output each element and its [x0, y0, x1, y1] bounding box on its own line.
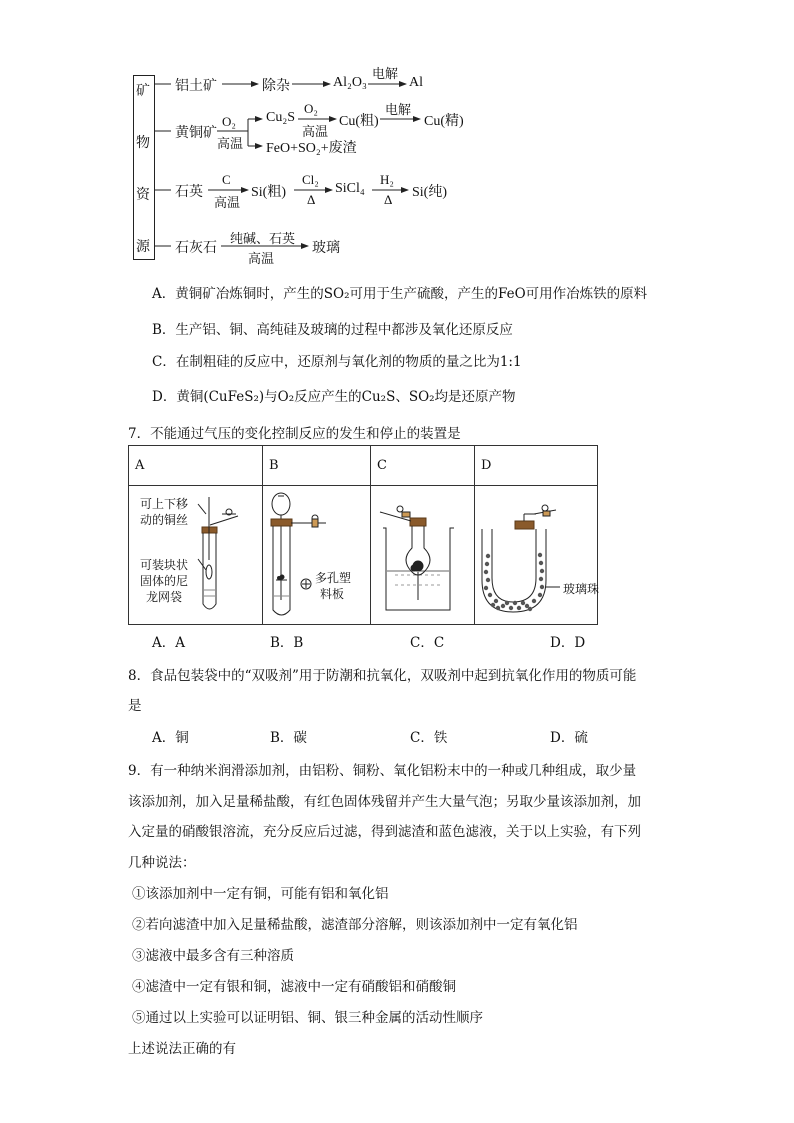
q8-option-a: A．铜 — [152, 730, 189, 746]
step-impurity-removal: 除杂 — [262, 79, 290, 94]
q9-line-2: 该添加剂，加入足量稀盐酸，有红色固体残留并产生大量气泡；另取少量该添加剂，加 — [128, 794, 641, 810]
cond-high-temp-2: 高温 — [302, 124, 329, 139]
label-glass-beads: 玻璃珠 — [563, 582, 600, 596]
cond-high-temp-4: 高温 — [248, 251, 275, 266]
q6-option-b: B．生产铝、铜、高纯硅及玻璃的过程中都涉及氧化还原反应 — [152, 322, 513, 338]
electrolysis-label-2: 电解 — [385, 102, 412, 117]
label-movable-wire-1: 可上下移 — [140, 497, 189, 511]
cond-o2-2: O₂ — [304, 101, 318, 116]
apparatus-d-drawing — [482, 505, 560, 612]
refined-copper: Cu(精) — [424, 114, 464, 129]
cond-o2: O₂ — [222, 114, 236, 129]
q9-statement-2: ②若向滤渣中加入足量稀盐酸，滤渣部分溶解，则该添加剂中一定有氧化铝 — [132, 917, 578, 933]
q9-line-4: 几种说法： — [128, 855, 196, 871]
q7-option-d: D．D — [550, 635, 586, 651]
silicon-tetrachloride: SiCl₄ — [335, 181, 365, 196]
header-c: C — [371, 446, 475, 486]
q6-option-d: D．黄铜(CuFeS₂)与O₂反应产生的Cu₂S、SO₂均是还原产物 — [152, 389, 516, 405]
header-d: D — [475, 446, 598, 486]
label-porous-plate-1: 多孔塑 — [315, 571, 352, 585]
label-movable-wire-2: 动的铜丝 — [140, 513, 189, 527]
crude-silicon: Si(粗) — [251, 185, 286, 200]
label-porous-plate-2: 料板 — [320, 587, 345, 601]
cuprous-sulfide: Cu₂S — [266, 110, 296, 125]
q6-option-a: A．黄铜矿冶炼铜时，产生的SO₂可用于生产硫酸，产生的FeO可用作冶炼铁的原料 — [152, 286, 648, 302]
cond-high-temp-3: 高温 — [214, 195, 241, 210]
aluminum-product: Al — [409, 75, 423, 90]
q9-statement-4: ④滤渣中一定有银和铜，滤液中一定有硝酸铝和硝酸铜 — [132, 979, 456, 995]
q8-option-b: B．碳 — [270, 730, 307, 746]
q7-stem: 7．不能通过气压的变化控制反应的发生和停止的装置是 — [128, 426, 461, 442]
header-a: A — [129, 446, 263, 486]
apparatus-a-drawing — [198, 497, 238, 609]
apparatus-b-drawing — [271, 493, 326, 615]
pure-silicon: Si(纯) — [412, 185, 447, 200]
q9-statement-3: ③滤液中最多含有三种溶质 — [132, 948, 294, 964]
q8-stem-line2: 是 — [128, 698, 142, 714]
q9-line-1: 9．有一种纳米润滑添加剂，由铝粉、铜粉、氧化铝粉末中的一种或几种组成，取少量 — [128, 763, 637, 779]
source-quartz: 石英 — [175, 185, 203, 200]
header-b: B — [263, 446, 371, 486]
vertical-label-2: 物 — [136, 136, 150, 151]
q9-statement-1: ①该添加剂中一定有铜，可能有铝和氧化铝 — [132, 886, 389, 902]
alumina: Al₂O₃ — [333, 75, 367, 90]
electrolysis-label-1: 电解 — [372, 66, 399, 81]
q6-option-c: C．在制粗硅的反应中，还原剂与氧化剂的物质的量之比为1:1 — [152, 354, 522, 370]
glass-beads — [484, 553, 544, 611]
cond-heat-1: Δ — [307, 192, 316, 207]
q8-option-c: C．铁 — [410, 730, 448, 746]
q8-option-d: D．硫 — [550, 730, 588, 746]
crude-copper: Cu(粗) — [339, 114, 379, 129]
q8-stem-line1: 8．食品包装袋中的“双吸剂”用于防潮和抗氧化，双吸剂中起到抗氧化作用的物质可能 — [128, 668, 637, 684]
label-nylon-bag-1: 可装块状 — [140, 558, 189, 572]
cond-hydrogen: H₂ — [380, 172, 394, 187]
q9-line-3: 入定量的硝酸银溶流，充分反应后过滤，得到滤渣和蓝色滤液，关于以上实验，有下列 — [128, 824, 641, 840]
vertical-label-1: 矿 — [136, 84, 150, 99]
source-bauxite: 铝土矿 — [175, 79, 217, 94]
label-nylon-bag-3: 龙网袋 — [146, 590, 183, 604]
feo-so2-slag: FeO+SO₂+废渣 — [266, 141, 357, 156]
source-chalcopyrite: 黄铜矿 — [175, 126, 217, 141]
vertical-label-3: 资 — [136, 188, 150, 203]
cond-chlorine: Cl₂ — [302, 172, 319, 187]
source-limestone: 石灰石 — [175, 241, 217, 256]
label-nylon-bag-2: 固体的尼 — [140, 574, 189, 588]
glass-product: 玻璃 — [312, 241, 340, 256]
cond-high-temp: 高温 — [217, 136, 244, 151]
q7-option-c: C．C — [410, 635, 445, 651]
cond-soda-quartz: 纯碱、石英 — [230, 231, 296, 246]
q9-statement-5: ⑤通过以上实验可以证明铝、铜、银三种金属的活动性顺序 — [132, 1010, 483, 1026]
q7-option-a: A．A — [152, 635, 185, 651]
cond-heat-2: Δ — [384, 192, 393, 207]
cond-carbon: C — [222, 172, 231, 187]
apparatus-c-drawing — [380, 506, 454, 610]
vertical-label-4: 源 — [136, 240, 150, 255]
q9-closing: 上述说法正确的有 — [128, 1041, 236, 1057]
q7-option-b: B．B — [270, 635, 304, 651]
